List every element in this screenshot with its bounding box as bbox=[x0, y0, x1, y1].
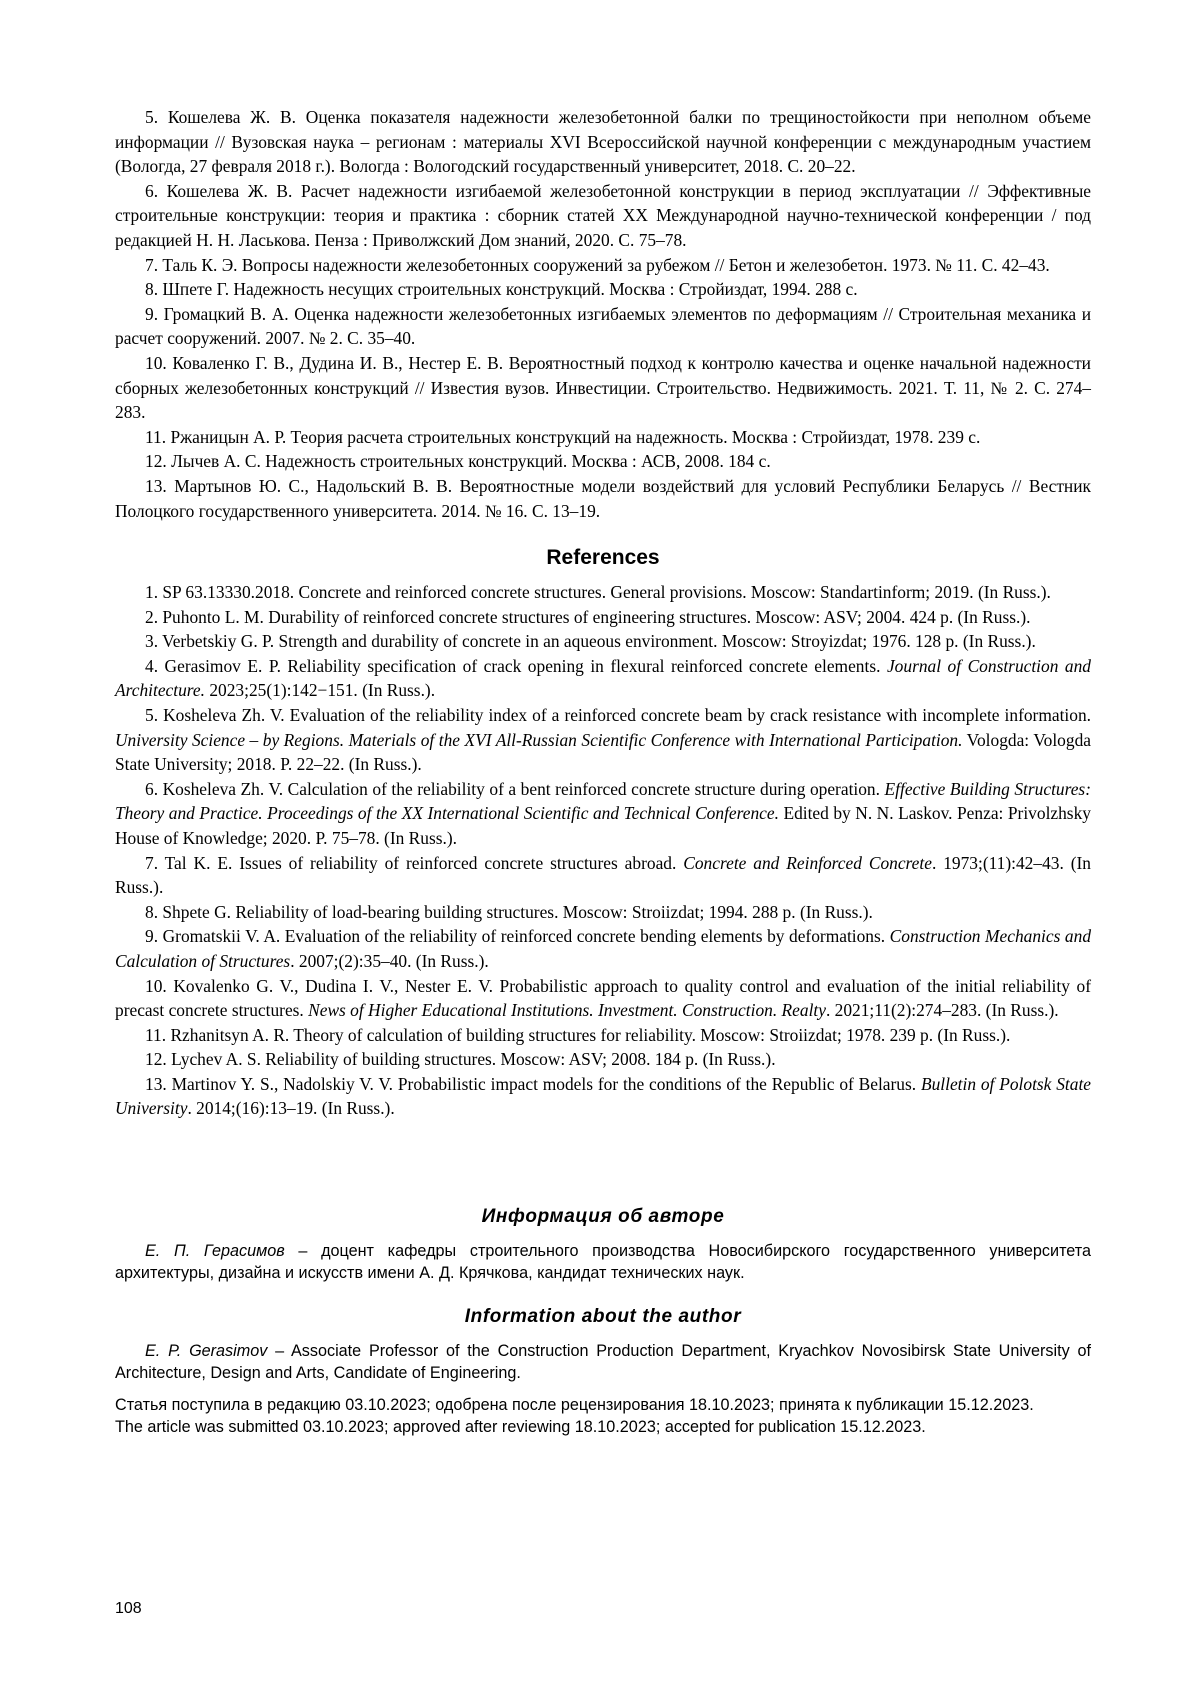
en-ref-tail: Edited by N. N. Laskov. Penza: Privolzhsky House of Knowledge; 2020. P. 75–78. (In Russ.). bbox=[115, 803, 1091, 848]
en-ref-source: Concrete and Reinforced Concrete bbox=[683, 852, 932, 873]
russian-references-list bbox=[115, 105, 1091, 523]
en-ref bbox=[115, 974, 1091, 1023]
en-ref bbox=[115, 1072, 1091, 1121]
ru-ref-6: 6. Кошелева Ж. В. Расчет надежности изгибаемой железобетонной конструкции в период эксплуатации // Эффективные строительные конструкции: теория и практика : сборник статей XX Международной научно-технической конференции / под редакцией Н. Н. Ласькова. Пенза : Приволжский Дом знаний, 2020. С. 75–78. bbox=[115, 180, 1091, 250]
en-ref bbox=[115, 1023, 1091, 1048]
en-ref-tail: . 2007;(2):35–40. (In Russ.). bbox=[290, 950, 489, 971]
en-ref-text: 3. Verbetskiy G. P. Strength and durability of concrete in an aqueous environment. Moscow: Stroyizdat; 1976. 128 p. (In Russ.). bbox=[145, 631, 1036, 652]
ru-ref-13: 13. Мартынов Ю. С., Надольский В. В. Вероятностные модели воздействий для условий Республики Беларусь // Вестник Полоцкого государственного университета. 2014. № 16. С. 13–19. bbox=[115, 475, 1091, 521]
en-ref bbox=[115, 654, 1091, 703]
en-ref bbox=[115, 777, 1091, 851]
en-ref-text: 6. Kosheleva Zh. V. Calculation of the reliability of a bent reinforced concrete structure during operation. bbox=[145, 778, 885, 799]
author-en-name: E. P. Gerasimov bbox=[145, 1342, 268, 1360]
ru-ref-9: 9. Громацкий В. А. Оценка надежности железобетонных изгибаемых элементов по деформациям // Строительная механика и расчет сооружений. 2007. № 2. С. 35–40. bbox=[115, 303, 1091, 349]
en-ref-tail: Vologda: Vologda State University; 2018. P. 22–22. (In Russ.). bbox=[115, 729, 1091, 775]
en-ref bbox=[115, 1047, 1091, 1072]
en-ref-text: 7. Tal K. E. Issues of reliability of reinforced concrete structures abroad. bbox=[145, 852, 684, 873]
references-heading: References bbox=[546, 546, 660, 569]
en-ref-text: 4. Gerasimov E. P. Reliability specification of crack opening in flexural reinforced concrete elements. bbox=[145, 655, 887, 676]
en-ref bbox=[115, 924, 1091, 973]
en-ref bbox=[115, 851, 1091, 900]
english-references-list bbox=[115, 580, 1091, 1121]
en-ref-text: 9. Gromatskii V. A. Evaluation of the reliability of reinforced concrete bending elements by deformations. bbox=[145, 926, 890, 947]
author-info-en bbox=[115, 1304, 1091, 1384]
en-ref-source: Bulletin of Polotsk State University bbox=[115, 1073, 1091, 1119]
page-number: 108 bbox=[115, 1600, 142, 1617]
author-en-text: – Associate Professor of the Construction Production Department, Kryachkov Novosibirsk State University of Architecture, Design and Arts, Candidate of Engineering. bbox=[115, 1342, 1091, 1382]
author-info-en-heading: Information about the author bbox=[464, 1306, 742, 1327]
en-ref bbox=[115, 580, 1091, 605]
en-ref bbox=[115, 629, 1091, 654]
ru-ref-12: 12. Лычев А. С. Надежность строительных конструкций. Москва : АСВ, 2008. 184 с. bbox=[145, 451, 771, 472]
en-ref-text: 11. Rzhanitsyn A. R. Theory of calculation of building structures for reliability. Moscow: Stroiizdat; 1978. 239 p. (In Russ.). bbox=[145, 1024, 1011, 1045]
author-ru-text: – доцент кафедры строительного производства Новосибирского государственного университета архитектуры, дизайна и искусств имени А. Д. Крячкова, кандидат технических наук. bbox=[115, 1242, 1092, 1282]
en-ref-source: Construction Mechanics and Calculation of Structures bbox=[115, 926, 1092, 971]
author-info-ru bbox=[115, 1204, 1091, 1284]
ru-ref-11: 11. Ржаницын А. Р. Теория расчета строительных конструкций на надежность. Москва : Стройиздат, 1978. 239 с. bbox=[145, 426, 981, 447]
ru-ref-7: 7. Таль К. Э. Вопросы надежности железобетонных сооружений за рубежом // Бетон и железобетон. 1973. № 11. С. 42–43. bbox=[145, 254, 1050, 275]
en-ref bbox=[115, 605, 1091, 630]
en-ref bbox=[115, 703, 1091, 777]
en-ref-tail: 2023;25(1):142−151. (In Russ.). bbox=[204, 680, 436, 701]
ru-ref-8: 8. Шпете Г. Надежность несущих строительных конструкций. Москва : Стройиздат, 1994. 288 с. bbox=[145, 279, 858, 300]
en-ref-tail: . 2014;(16):13–19. (In Russ.). bbox=[187, 1098, 395, 1119]
en-ref-text: 13. Martinov Y. S., Nadolskiy V. V. Probabilistic impact models for the conditions of the Republic of Belarus. bbox=[145, 1073, 921, 1094]
en-ref-text: 2. Puhonto L. M. Durability of reinforced concrete structures of engineering structures. Moscow: ASV; 2004. 424 p. (In Russ.). bbox=[145, 606, 1031, 627]
article-history bbox=[115, 1394, 1091, 1438]
en-ref-tail: . 2021;11(2):274–283. (In Russ.). bbox=[825, 1000, 1059, 1021]
article-history-ru: Статья поступила в редакцию 03.10.2023; одобрена после рецензирования 18.10.2023; принята к публикации 15.12.2023. bbox=[115, 1396, 1034, 1414]
author-en-paragraph bbox=[115, 1340, 1091, 1384]
en-ref-source: University Science – by Regions. Materials of the XVI All-Russian Scientific Conference with International Participation. bbox=[115, 729, 963, 750]
en-ref-text: 12. Lychev A. S. Reliability of building structures. Moscow: ASV; 2008. 184 p. (In Russ.). bbox=[145, 1049, 776, 1070]
author-info-ru-heading: Информация об авторе bbox=[481, 1206, 725, 1227]
article-history-en: The article was submitted 03.10.2023; approved after reviewing 18.10.2023; accepted for publication 15.12.2023. bbox=[115, 1418, 926, 1436]
en-ref-tail: . 1973;(11):42–43. (In Russ.). bbox=[115, 852, 1092, 898]
author-ru-paragraph bbox=[115, 1240, 1091, 1284]
author-ru-name: Е. П. Герасимов bbox=[145, 1242, 285, 1260]
en-ref-text: 1. SP 63.13330.2018. Concrete and reinforced concrete structures. General provisions. Moscow: Standartinform; 2019. (In Russ.). bbox=[145, 582, 1051, 602]
en-ref-source: Effective Building Structures: Theory and Practice. Proceedings of the XX International Scientific and Technical Conference. bbox=[115, 778, 1091, 824]
ru-ref-5: 5. Кошелева Ж. В. Оценка показателя надежности железобетонной балки по трещиностойкости при неполном объеме информации // Вузовская наука – регионам : материалы XVI Всероссийской научной конференции с международным участием (Вологда, 27 февраля 2018 г.). Вологда : Вологодский государственный университет, 2018. С. 20–22. bbox=[115, 107, 1091, 177]
ru-ref-10: 10. Коваленко Г. В., Дудина И. В., Нестер Е. В. Вероятностный подход к контролю качества и оценке начальной надежности сборных железобетонных конструкций // Известия вузов. Инвестиции. Строительство. Недвижимость. 2021. Т. 11, № 2. С. 274–283. bbox=[115, 352, 1091, 423]
en-ref bbox=[115, 900, 1091, 925]
en-ref-text: 5. Kosheleva Zh. V. Evaluation of the reliability index of a reinforced concrete beam by crack resistance with incomplete information. bbox=[145, 704, 1091, 725]
en-ref-text: 8. Shpete G. Reliability of load-bearing building structures. Moscow: Stroiizdat; 1994. 288 p. (In Russ.). bbox=[145, 901, 873, 922]
en-ref-source: News of Higher Educational Institutions. Investment. Construction. Realty bbox=[308, 1000, 826, 1021]
en-ref-source: Journal of Construction and Architecture. bbox=[115, 655, 1091, 701]
references-section bbox=[115, 544, 1091, 1121]
en-ref-text: 10. Kovalenko G. V., Dudina I. V., Nester E. V. Probabilistic approach to quality control and evaluation of the initial reliability of precast concrete structures. bbox=[115, 975, 1091, 1021]
